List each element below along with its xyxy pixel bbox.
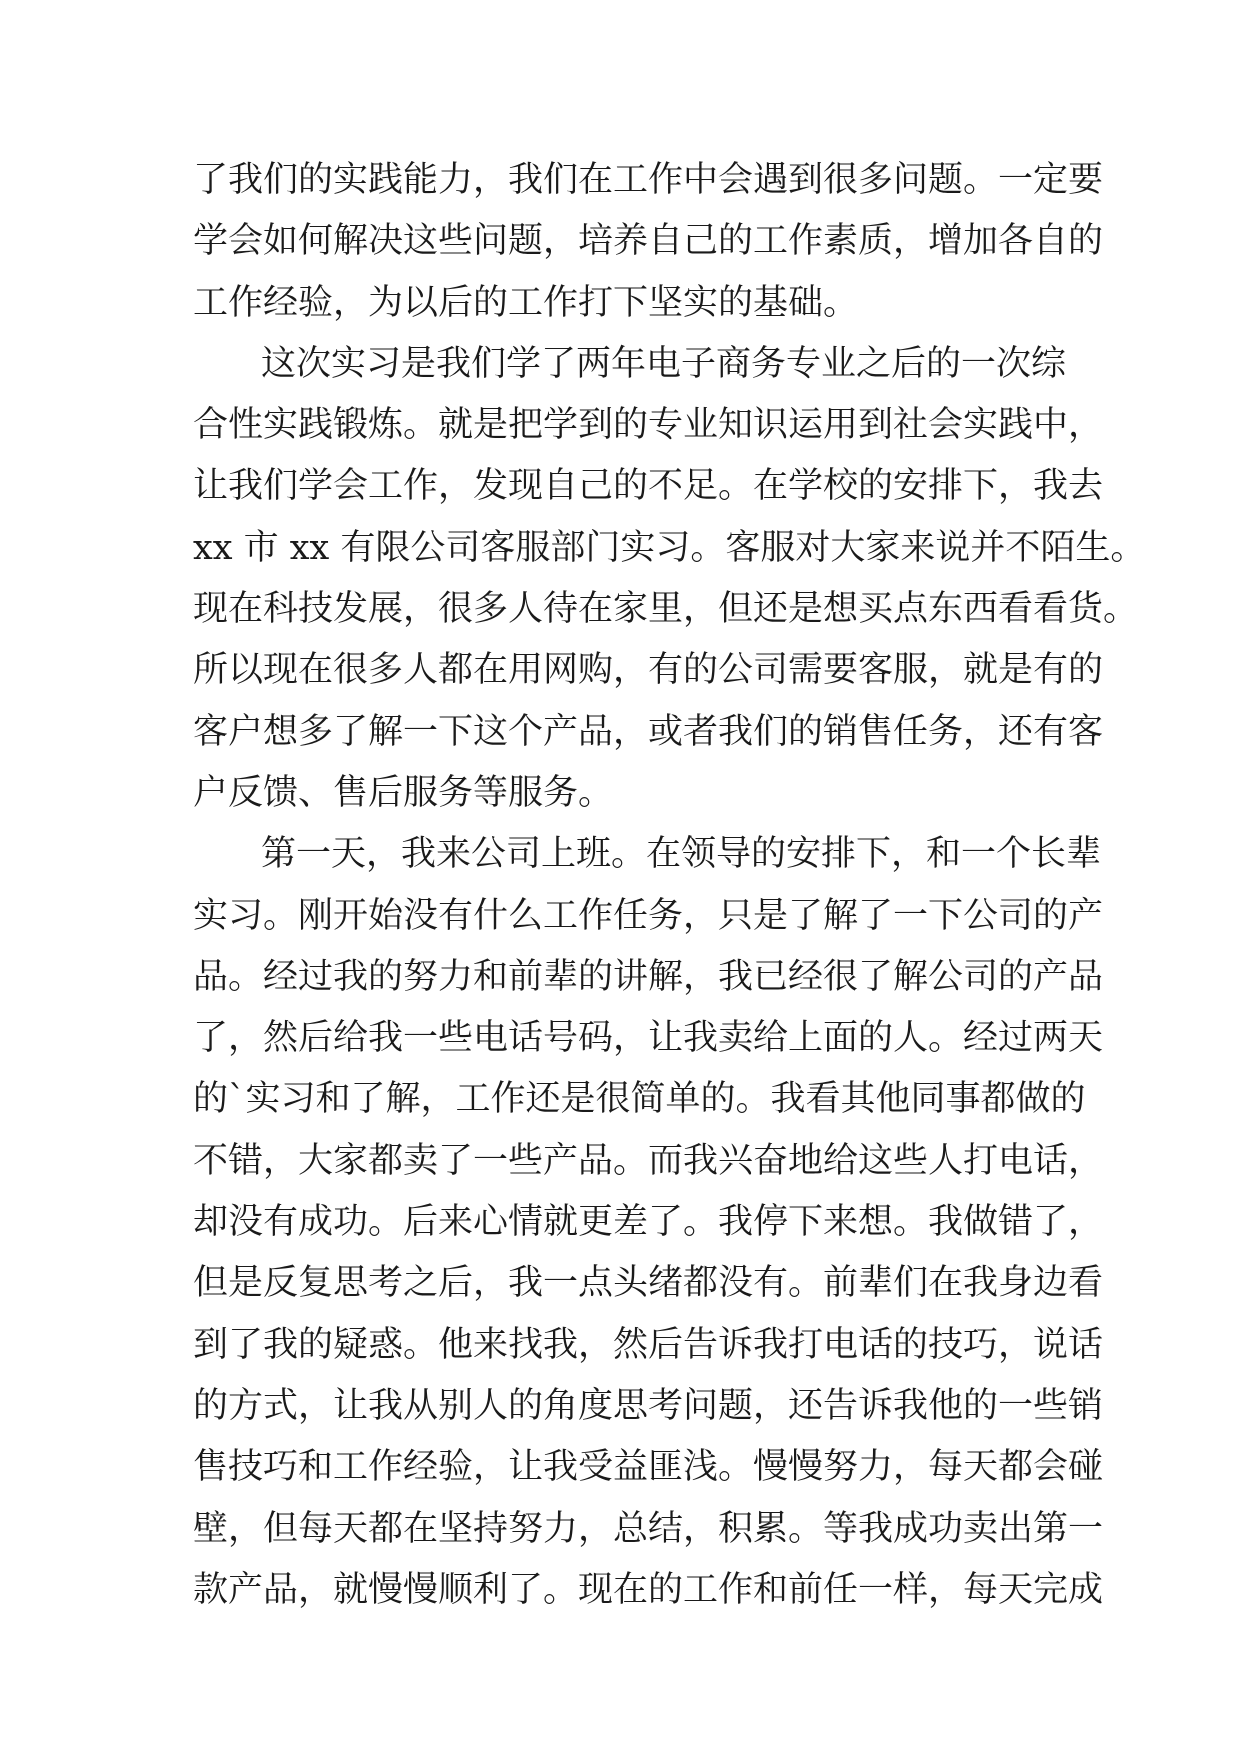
text-line: 现在科技发展，很多人待在家里，但还是想买点东西看看货。: [193, 589, 1139, 630]
text-line: 让我们学会工作，发现自己的不足。在学校的安排下，我去: [193, 466, 1104, 507]
text-line: 壁，但每天都在坚持努力，总结，积累。等我成功卖出第一: [193, 1508, 1104, 1549]
text-line: 客户想多了解一下这个产品，或者我们的销售任务，还有客: [193, 711, 1104, 752]
text-line: 的`实习和了解，工作还是很简单的。我看其他同事都做的: [193, 1079, 1086, 1120]
paragraph-start-line: 这次实习是我们学了两年电子商务专业之后的一次综: [261, 343, 1067, 384]
text-line: 实习。刚开始没有什么工作任务，只是了解了一下公司的产: [193, 895, 1104, 936]
text-line: 品。经过我的努力和前辈的讲解，我已经很了解公司的产品: [193, 956, 1104, 997]
text-line: 所以现在很多人都在用网购，有的公司需要客服，就是有的: [193, 650, 1104, 691]
text-line: 了我们的实践能力，我们在工作中会遇到很多问题。一定要: [193, 160, 1104, 200]
text-line: 了，然后给我一些电话号码，让我卖给上面的人。经过两天: [193, 1018, 1104, 1059]
text-line: 的方式，让我从别人的角度思考问题，还告诉我他的一些销: [193, 1385, 1104, 1426]
text-line: 学会如何解决这些问题，培养自己的工作素质，增加各自的: [193, 221, 1104, 262]
text-line: 户反馈、售后服务等服务。: [193, 772, 614, 813]
paragraph-start-line: 第一天，我来公司上班。在领导的安排下，和一个长辈: [261, 834, 1102, 875]
text-line: 到了我的疑惑。他来找我，然后告诉我打电话的技巧，说话: [193, 1324, 1104, 1365]
text-line: 售技巧和工作经验，让我受益匪浅。慢慢努力，每天都会碰: [193, 1447, 1104, 1488]
text-line: 工作经验，为以后的工作打下坚实的基础。: [193, 282, 859, 323]
text-line: 款产品，就慢慢顺利了。现在的工作和前任一样，每天完成: [193, 1569, 1104, 1610]
text-line: 却没有成功。后来心情就更差了。我停下来想。我做错了，: [193, 1202, 1104, 1243]
text-line: 合性实践锻炼。就是把学到的专业知识运用到社会实践中，: [193, 405, 1104, 446]
text-line: 但是反复思考之后，我一点头绪都没有。前辈们在我身边看: [193, 1263, 1104, 1304]
text-line: xx 市 xx 有限公司客服部门实习。客服对大家来说并不陌生。: [193, 527, 1146, 568]
text-line: 不错，大家都卖了一些产品。而我兴奋地给这些人打电话，: [193, 1140, 1104, 1181]
body-text: [193, 150, 1146, 1621]
